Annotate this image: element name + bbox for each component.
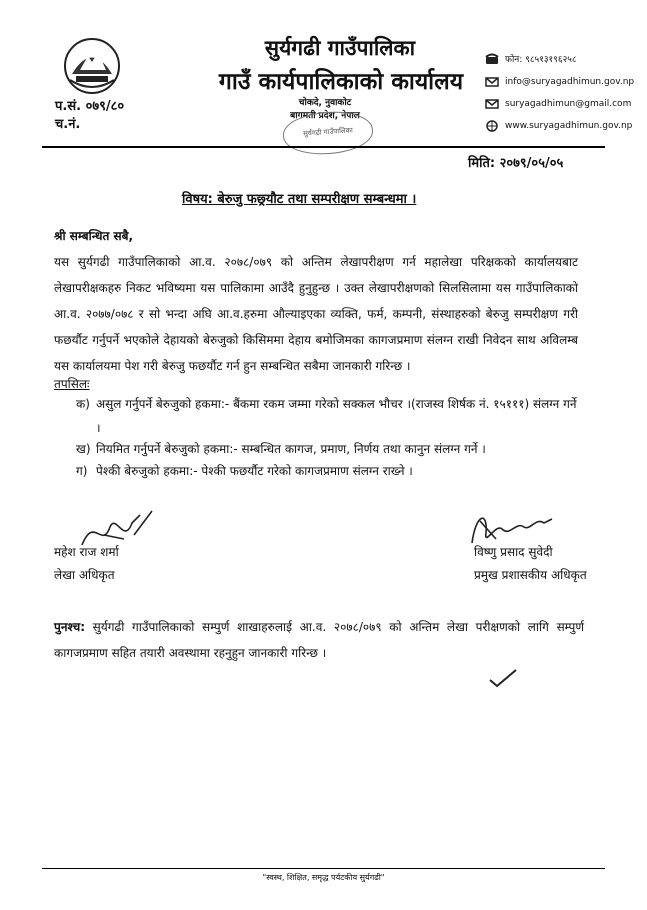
details-heading: तपसिलः	[54, 377, 90, 391]
header-divider	[42, 146, 605, 148]
postscript	[54, 614, 584, 666]
list-item-text: पेश्की बेरुजुको हकमा:- पेश्की फछर्यौट गरेको कागजप्रमाण संलग्न राख्ने ।	[96, 464, 413, 478]
footer-slogan: "स्वस्थ, शिक्षित, समृद्ध पर्यटकीय सुर्यगढी"	[262, 873, 385, 882]
list-item	[76, 459, 581, 483]
contact-email-gmail-text: suryagadhimun@gmail.com	[505, 99, 632, 109]
reference-number: प.सं. ०७९/८०	[55, 99, 125, 114]
contact-email-gmail[interactable]	[485, 98, 631, 110]
email-icon	[485, 76, 499, 88]
signatory-right-name: विष्णु प्रसाद सुवेदी	[474, 545, 553, 559]
signatory-right	[474, 541, 587, 587]
list-marker: ख)	[76, 442, 91, 456]
list-item	[76, 437, 581, 461]
office-title: गाउँ कार्यपालिकाको कार्यालय	[218, 69, 464, 95]
list-marker: ग)	[76, 464, 88, 478]
email-icon	[485, 98, 499, 110]
letter-body: यस सुर्यगढी गाउँपालिकाको आ.व. २०७८/०७९ को अन्तिम लेखापरीक्षण गर्न महालेखा परिक्षकको कार्यालयबाट लेखापरीक्षकहरु निकट भविष्यमा यस पालिकामा आउँदै हुनुहुन्छ । उक्त लेखापरीक्षणको सिलसिलामा यस गाउँपालिकाको आ.व. २०७७/०७८ र सो भन्दा अघि आ.व.हरुमा औल्याइएका व्यक्ति, फर्म, कम्पनी, संस्थाहरुको बेरुजु सम्परीक्षण गरी फछर्यौट गर्नुपर्ने भएकोले देहायको बेरुजुको किसिममा देहाय बमोजिमका कागजप्रमाण संलग्न राखी निवेदन साथ अविलम्ब यस कार्यालयमा पेश गरी बेरुजु फछर्यौट गर्न हुन सम्बन्धित सबैमा जानकारी गरिन्छ ।	[54, 255, 578, 373]
postscript-label: पुनश्च:	[54, 620, 85, 634]
list-item-text: असुल गर्नुपर्ने बेरुजुको हकमा:- बैंकमा रकम जम्मा गरेको सक्कल भौचर ।(राजस्व शिर्षक नं. १५१११) संलग्न गर्ने ।	[96, 397, 577, 435]
office-name: सुर्यगढी गाउँपालिका	[264, 36, 416, 60]
nepal-emblem-logo	[62, 36, 122, 96]
list-item	[76, 392, 581, 440]
letter-date: मिति: २०७९/०५/०५	[468, 156, 564, 171]
signatory-right-title: प्रमुख प्रशासकीय अधिकृत	[474, 568, 587, 582]
contact-email-info-text: info@suryagadhimun.gov.np	[505, 77, 635, 87]
stamp-text: सुर्यगढी गाउँपालिका	[302, 126, 354, 138]
postscript-text: सुर्यगढी गाउँपालिकाको सम्पुर्ण शाखाहरुलाई आ.व. २०७८/०७९ को अन्तिम लेखा परीक्षणको लागि सम्पुर्ण कागजप्रमाण सहित तयारी अवस्थामा रहनुहुन जानकारी गरिन्छ ।	[54, 620, 584, 660]
contact-website[interactable]	[485, 120, 632, 132]
list-marker: क)	[76, 397, 90, 411]
contact-phone	[485, 52, 577, 65]
globe-icon	[485, 120, 499, 132]
phone-icon	[485, 53, 499, 65]
signatory-left-name: महेश राज शर्मा	[54, 545, 119, 559]
address-line-2: बागमती प्रदेश, नेपाल	[290, 111, 360, 121]
salutation: श्री सम्बन्धित सबै,	[54, 229, 133, 243]
letter-subject: विषय: बेरुजु फछ्र्यौट तथा सम्परीक्षण सम्बन्धमा ।	[182, 192, 417, 207]
signatory-left	[54, 541, 119, 587]
footer-divider	[42, 868, 605, 869]
check-mark-icon	[488, 668, 518, 688]
contact-website-text: www.suryagadhimun.gov.np	[505, 121, 633, 131]
contact-email-info[interactable]	[485, 76, 634, 88]
address-line-1: चोकदे, नुवाकोट	[298, 98, 352, 108]
signatory-left-title: लेखा अधिकृत	[54, 568, 115, 582]
contact-phone-text: फोन: ९८५१३१९६२५८	[505, 55, 577, 65]
dispatch-number: च.नं.	[55, 117, 81, 132]
list-item-text: नियमित गर्नुपर्ने बेरुजुको हकमा:- सम्बन्धित कागज, प्रमाण, निर्णय तथा कानुन संलग्न गर्ने ।	[96, 442, 486, 456]
